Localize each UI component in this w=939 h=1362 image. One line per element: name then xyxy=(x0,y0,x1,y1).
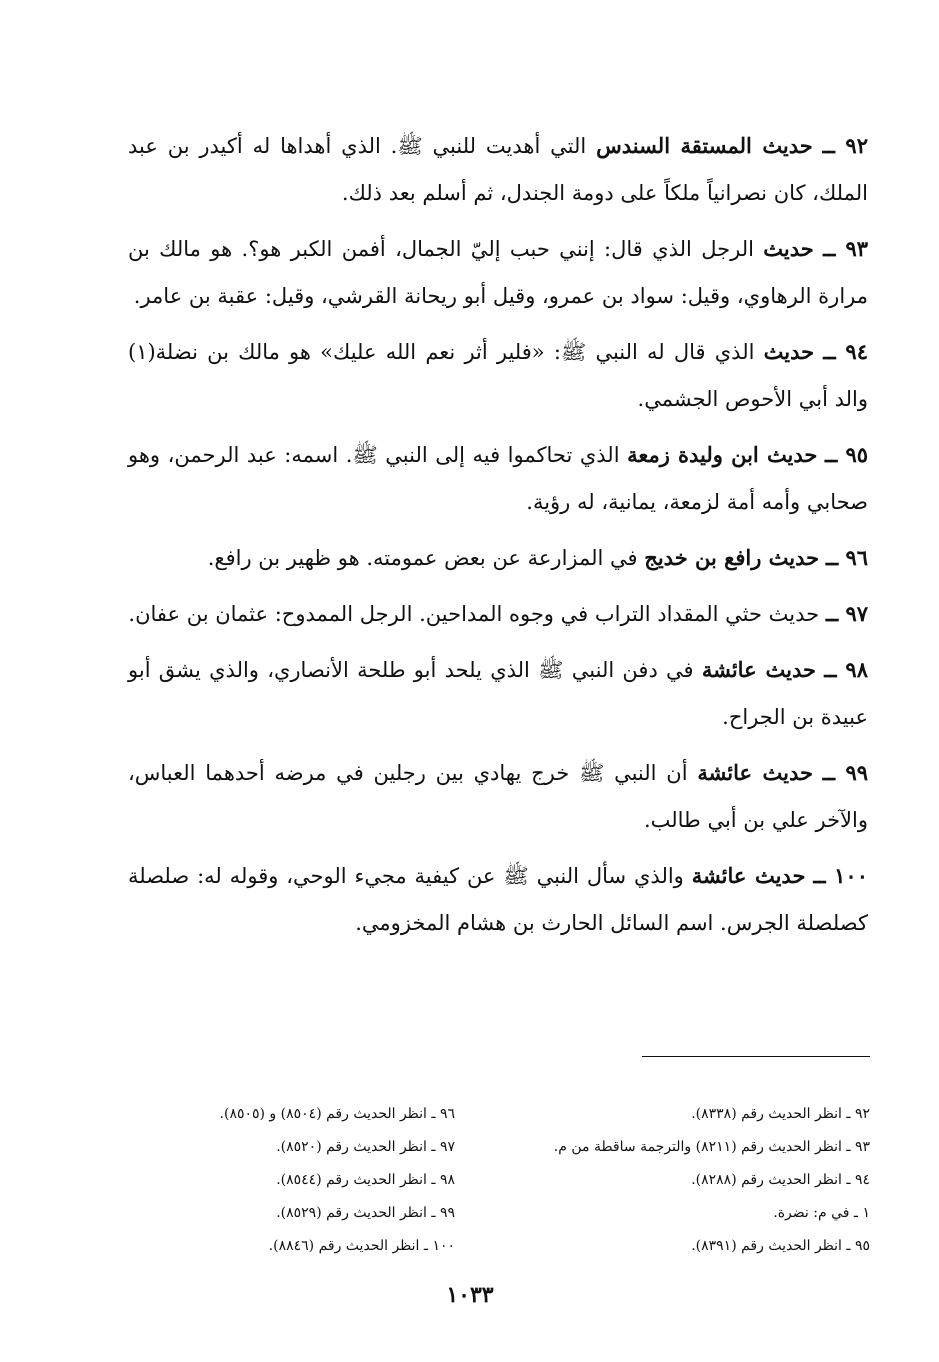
footnote-divider xyxy=(642,1056,870,1057)
footnote: ٩٤ ـ انظر الحديث رقم (٨٢٨٨). xyxy=(691,1172,870,1188)
page-number: ١٠٣٣ xyxy=(446,1282,494,1308)
entry-heading: حديث عائشة xyxy=(691,863,806,888)
entry-text: أن النبي ﷺ خرج يهادي بين رجلين في مرضه أحدهما العباس، والآخر علي بن أبي طالب. xyxy=(128,761,868,832)
entry-heading: حديث عائشة xyxy=(701,657,816,682)
footnote: ١٠٠ ـ انظر الحديث رقم (٨٨٤٦). xyxy=(268,1238,455,1254)
entry-heading: حديث المستقة السندس xyxy=(596,133,813,158)
entry-text: الذي تحاكموا فيه إلى النبي ﷺ. اسمه: عبد الرحمن، وهو صحابي وأمه أمة لزمعة، يمانية، له رؤية. xyxy=(128,443,868,514)
entry-heading: حديث عائشة xyxy=(697,760,813,785)
entry-number: ٩٦ ــ xyxy=(825,545,868,570)
footnote: ٩٦ ـ انظر الحديث رقم (٨٥٠٤) و (٨٥٠٥). xyxy=(219,1106,455,1122)
entry-number: ١٠٠ ــ xyxy=(813,863,868,888)
footnote: ٩٩ ـ انظر الحديث رقم (٨٥٢٩). xyxy=(276,1205,455,1221)
footnote: ٩٣ ـ انظر الحديث رقم (٨٢١١) والترجمة ساقطة من م. xyxy=(553,1139,870,1155)
main-text xyxy=(128,122,868,955)
entry-99 xyxy=(128,749,868,844)
entry-number: ٩٨ ــ xyxy=(824,657,868,682)
footnote: ٩٧ ـ انظر الحديث رقم (٨٥٢٠). xyxy=(276,1139,455,1155)
footnotes-right-column xyxy=(553,1098,870,1263)
entry-heading: حديث xyxy=(763,339,815,364)
entry-heading: حديث رافع بن خديج xyxy=(644,545,820,570)
entry-96 xyxy=(128,534,868,582)
entry-100 xyxy=(128,852,868,947)
entry-text: في دفن النبي ﷺ الذي يلحد أبو طلحة الأنصاري، والذي يشق أبو عبيدة بن الجراح. xyxy=(128,658,868,729)
entry-number: ٩٩ ــ xyxy=(822,760,869,785)
footnote: ١ ـ في م: نضرة. xyxy=(773,1205,870,1221)
footnote: ٩٢ ـ انظر الحديث رقم (٨٣٣٨). xyxy=(691,1106,870,1122)
entry-text: الذي قال له النبي ﷺ: «فلير أثر نعم الله عليك» هو مالك بن نضلة(١) والد أبي الأحوص الجشمي. xyxy=(128,340,868,411)
entry-heading: حديث ابن وليدة زمعة xyxy=(627,442,818,467)
entry-98 xyxy=(128,646,868,741)
footnote: ٩٥ ـ انظر الحديث رقم (٨٣٩١). xyxy=(691,1238,870,1254)
footnotes-left-column xyxy=(120,1098,455,1263)
entry-92 xyxy=(128,122,868,217)
entry-97 xyxy=(128,590,868,638)
entry-number: ٩٧ ــ xyxy=(825,601,868,626)
entry-text: في المزارعة عن بعض عمومته. هو ظهير بن رافع. xyxy=(207,546,638,570)
entry-94 xyxy=(128,328,868,423)
footnote: ٩٨ ـ انظر الحديث رقم (٨٥٤٤). xyxy=(276,1172,455,1188)
entry-text: والذي سأل النبي ﷺ عن كيفية مجيء الوحي، وقوله له: صلصلة كصلصلة الجرس. اسم السائل الحارث بن هشام المخزومي. xyxy=(128,864,868,935)
entry-95 xyxy=(128,431,868,526)
entry-text: حديث حثي المقداد التراب في وجوه المداحين. الرجل الممدوح: عثمان بن عفان. xyxy=(128,602,820,626)
entry-text: التي أهديت للنبي ﷺ. الذي أهداها له أكيدر بن عبد الملك، كان نصرانياً ملكاً على دومة الجندل، ثم أسلم بعد ذلك. xyxy=(128,134,868,205)
entry-number: ٩٢ ــ xyxy=(822,133,868,158)
entry-heading: حديث xyxy=(763,236,814,261)
entry-93 xyxy=(128,225,868,320)
entry-number: ٩٤ ــ xyxy=(823,339,868,364)
entry-number: ٩٣ ــ xyxy=(823,236,868,261)
entry-number: ٩٥ ــ xyxy=(824,442,869,467)
entry-text: الرجل الذي قال: إنني حبب إليّ الجمال، أفمن الكبر هو؟. هو مالك بن مرارة الرهاوي، وقيل: سواد بن عمرو، وقيل أبو ريحانة القرشي، وقيل: عقبة بن عامر. xyxy=(128,237,868,308)
